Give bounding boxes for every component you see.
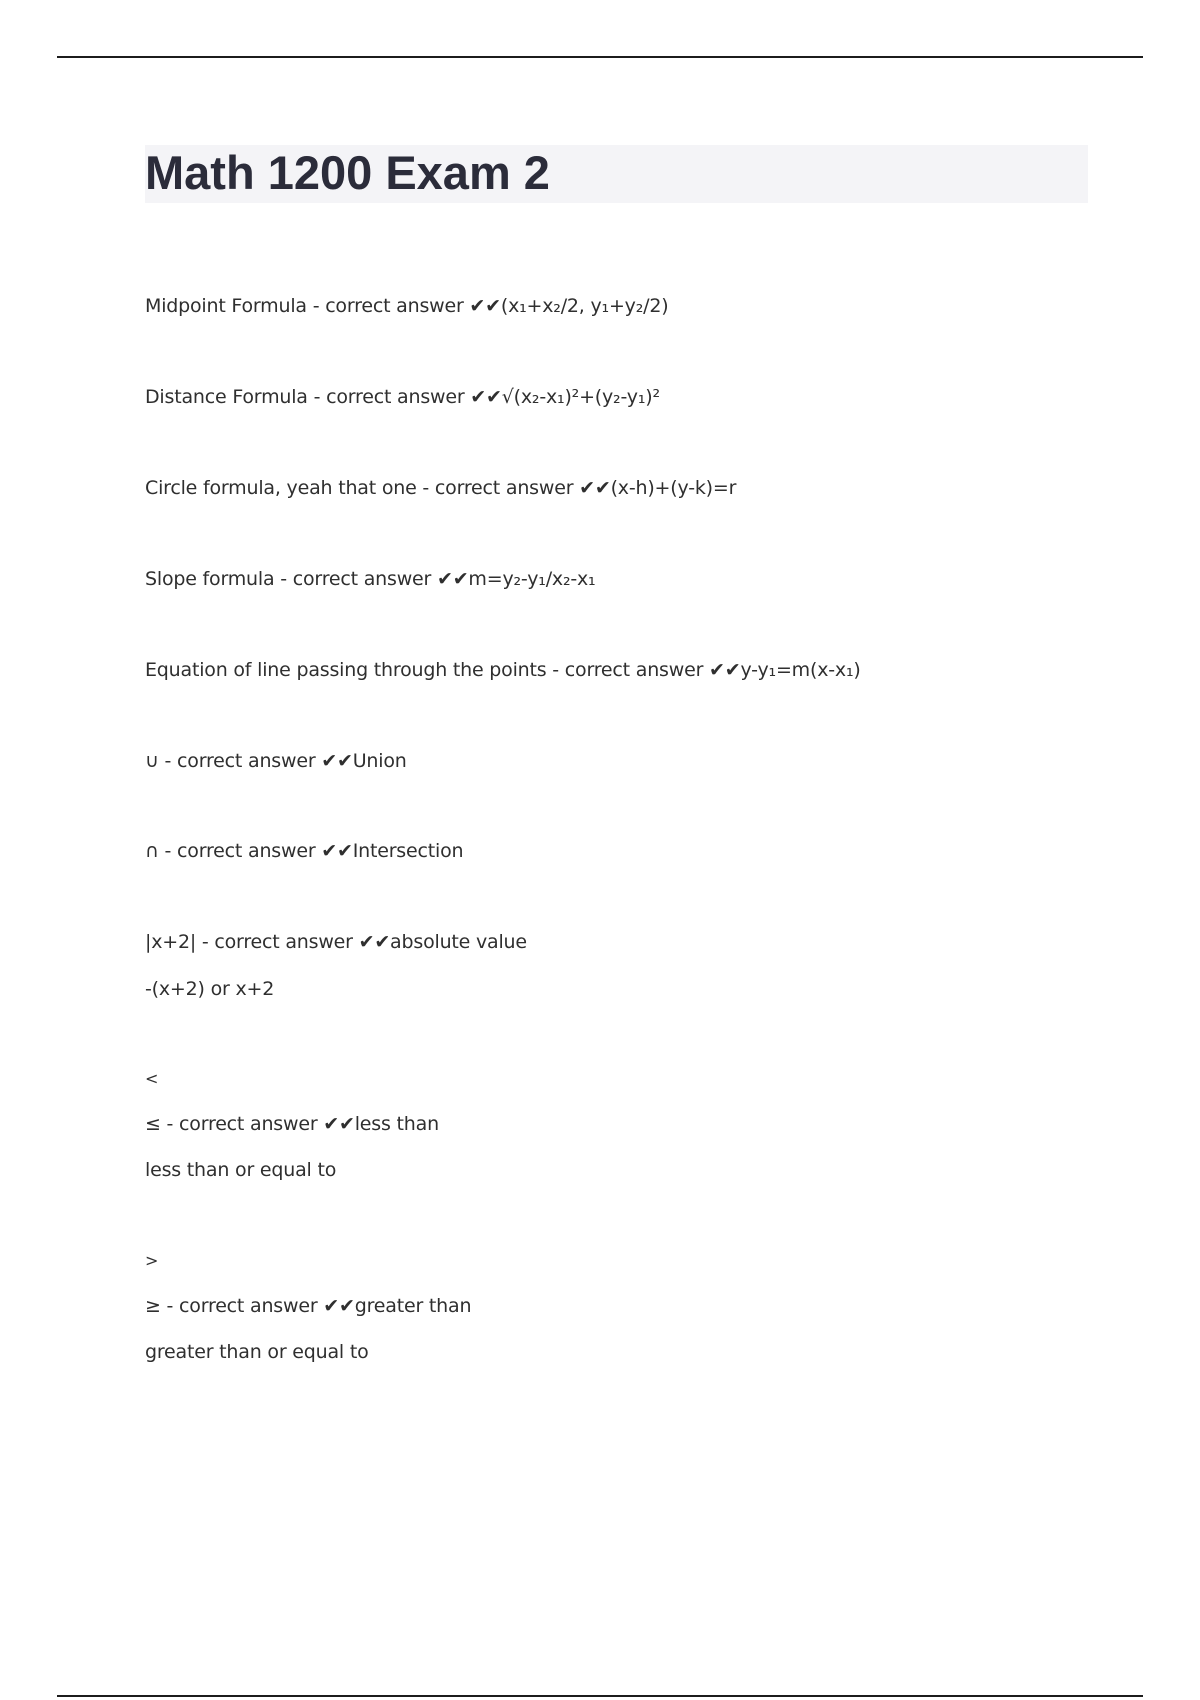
slope-formula-item: Slope formula - correct answer ✔✔m=y₂-y₁/x₂-x₁ bbox=[145, 568, 596, 590]
line-equation-item: Equation of line passing through the points - correct answer ✔✔y-y₁=m(x-x₁) bbox=[145, 659, 861, 681]
circle-formula-item: Circle formula, yeah that one - correct answer ✔✔(x-h)+(y-k)=r bbox=[145, 477, 737, 499]
midpoint-formula-item: Midpoint Formula - correct answer ✔✔(x₁+x₂/2, y₁+y₂/2) bbox=[145, 295, 669, 317]
absolute-value-continuation: -(x+2) or x+2 bbox=[145, 978, 275, 1000]
greater-than-continuation: greater than or equal to bbox=[145, 1341, 369, 1363]
less-than-item: ≤ - correct answer ✔✔less than bbox=[145, 1113, 439, 1135]
intersection-item: ∩ - correct answer ✔✔Intersection bbox=[145, 840, 464, 862]
page-title: Math 1200 Exam 2 bbox=[145, 146, 550, 199]
bottom-rule bbox=[57, 1695, 1143, 1697]
greater-than-symbol: > bbox=[145, 1251, 159, 1270]
union-item: ∪ - correct answer ✔✔Union bbox=[145, 750, 407, 772]
less-than-continuation: less than or equal to bbox=[145, 1159, 337, 1181]
greater-than-item: ≥ - correct answer ✔✔greater than bbox=[145, 1295, 472, 1317]
less-than-symbol: < bbox=[145, 1069, 159, 1088]
absolute-value-item: |x+2| - correct answer ✔✔absolute value bbox=[145, 931, 527, 953]
distance-formula-item: Distance Formula - correct answer ✔✔√(x₂-x₁)²+(y₂-y₁)² bbox=[145, 386, 660, 408]
top-rule bbox=[57, 56, 1143, 58]
